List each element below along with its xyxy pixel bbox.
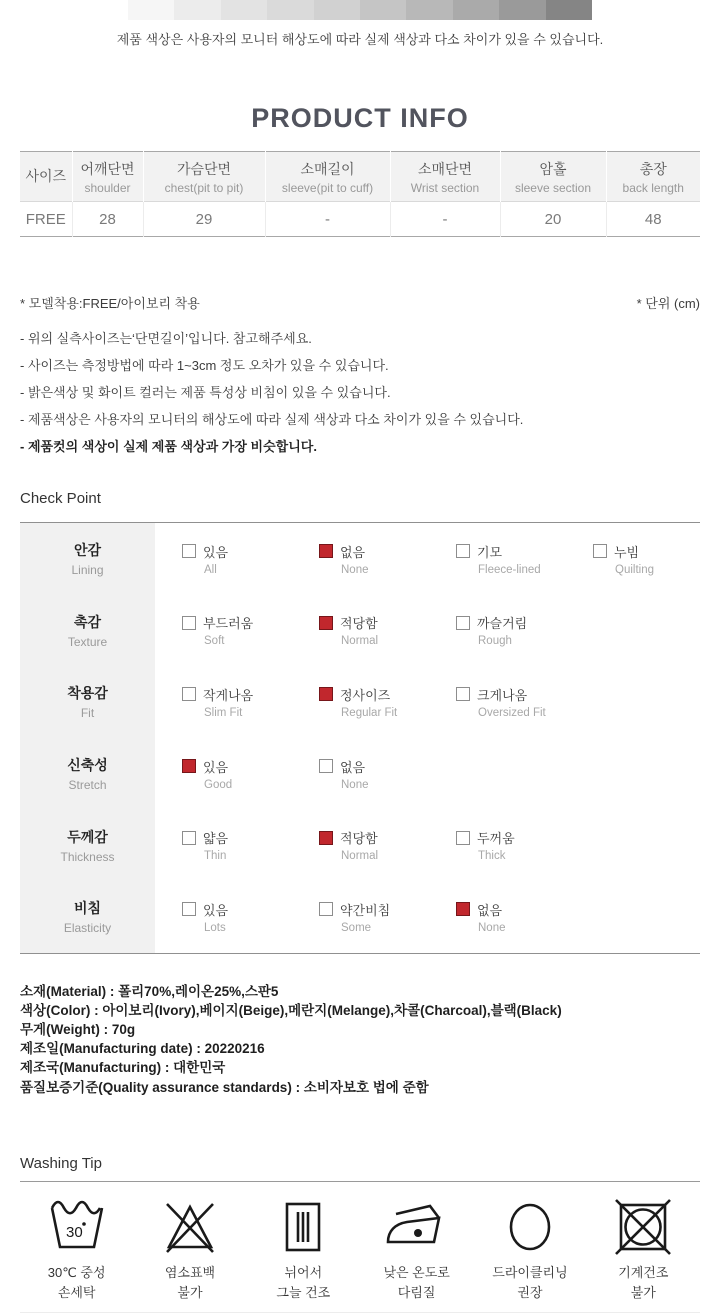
note-line: - 제품색상은 사용자의 모니터의 해상도에 따라 실제 색상과 다소 차이가 있을 수 있습니다.	[20, 412, 524, 427]
checkbox-icon	[182, 544, 196, 558]
row-label-ko: 착용감	[67, 685, 108, 702]
size-col-header	[72, 152, 143, 202]
color-swatch	[499, 0, 545, 20]
option	[456, 685, 593, 719]
color-swatch	[453, 0, 499, 20]
option	[182, 613, 319, 647]
note-line-bold: - 제품컷의 색상이 실제 제품 색상과 가장 비슷합니다.	[20, 439, 317, 454]
option	[593, 542, 720, 576]
row-label	[20, 595, 155, 667]
detail-quality-standard: 품질보증기준(Quality assurance standards) : 소비자보호 법에 준함	[20, 1079, 429, 1095]
checkbox-icon	[319, 616, 333, 630]
option-label-ko: 부드러움	[203, 616, 254, 632]
wash-label-line2: 불가	[630, 1284, 656, 1300]
product-info-title: PRODUCT INFO	[251, 103, 469, 133]
checkbox-icon	[456, 831, 470, 845]
size-col-header	[500, 152, 606, 202]
row-label-ko: 안감	[73, 542, 102, 559]
size-table-header-row	[20, 152, 700, 202]
option-label-ko: 기모	[477, 544, 503, 560]
detail-manufacturing-country: 제조국(Manufacturing) : 대한민국	[20, 1060, 226, 1076]
checkbox-icon	[456, 544, 470, 558]
color-swatch	[314, 0, 360, 20]
check-point-heading: Check Point	[20, 490, 101, 507]
size-notes	[20, 293, 700, 460]
checkbox-icon	[593, 544, 607, 558]
color-swatch	[221, 0, 267, 20]
wash-label-line2: 불가	[177, 1284, 203, 1300]
option	[456, 542, 593, 576]
row-label-ko: 두께감	[67, 828, 108, 845]
col-label-ko: 가슴단면	[176, 161, 232, 177]
wash-label-line2: 다림질	[397, 1284, 436, 1300]
option-label-en: Quilting	[615, 563, 654, 576]
checkbox-icon	[182, 831, 196, 845]
svg-text:30: 30	[65, 1223, 83, 1241]
color-swatch	[128, 0, 174, 20]
option-label-en: Slim Fit	[204, 706, 243, 719]
monitor-color-caption: 제품 색상은 사용자의 모니터 해상도에 따라 실제 색상과 다소 차이가 있을 수 있습니다.	[116, 32, 604, 47]
color-swatch	[267, 0, 313, 20]
wash-label-line1: 30℃ 중성	[47, 1264, 106, 1280]
col-label-ko: 사이즈	[25, 168, 67, 184]
row-label	[20, 809, 155, 881]
size-cell: -	[265, 202, 390, 237]
checkbox-icon	[456, 902, 470, 916]
option-label-ko: 있음	[203, 902, 229, 918]
option	[182, 828, 319, 862]
row-label	[20, 666, 155, 738]
color-swatch	[174, 0, 220, 20]
row-label-ko: 촉감	[73, 613, 102, 630]
option-label-ko: 있음	[203, 544, 229, 560]
check-point-row-stretch	[20, 738, 700, 810]
wash-item-iron-low	[360, 1195, 473, 1303]
option	[182, 757, 319, 791]
size-cell: -	[390, 202, 500, 237]
wash-label-line1: 드라이클리닝	[492, 1264, 568, 1280]
checkbox-icon	[456, 687, 470, 701]
check-point-row-texture	[20, 595, 700, 667]
col-label-en: sleeve(pit to cuff)	[281, 181, 374, 195]
size-cell: 29	[143, 202, 265, 237]
product-details	[20, 982, 700, 1097]
size-cell: 48	[606, 202, 700, 237]
option	[182, 542, 319, 576]
wash-label-line2: 그늘 건조	[276, 1284, 331, 1300]
row-label-en: Lining	[71, 563, 104, 578]
option	[319, 613, 456, 647]
option-label-ko: 있음	[203, 759, 229, 775]
wash-label-line1: 낮은 온도로	[383, 1264, 450, 1280]
color-swatch	[360, 0, 406, 20]
check-point-row-fit	[20, 666, 700, 738]
model-fit-note: * 모델착용:FREE/아이보리 착용	[20, 296, 200, 311]
option	[319, 685, 456, 719]
size-col-header	[390, 152, 500, 202]
col-label-en: sleeve section	[514, 181, 592, 195]
shade-dry-icon	[271, 1195, 335, 1259]
option-label-ko: 얇음	[203, 831, 229, 847]
option	[319, 542, 456, 576]
row-label-en: Fit	[80, 706, 95, 721]
option-label-en: Normal	[341, 850, 379, 863]
checkbox-icon	[182, 687, 196, 701]
size-cell: 20	[500, 202, 606, 237]
col-label-ko: 암홀	[539, 161, 567, 177]
checkbox-icon	[182, 902, 196, 916]
check-point-table	[20, 522, 700, 954]
row-label	[20, 523, 155, 595]
iron-low-icon	[385, 1195, 449, 1259]
option-label-en: Oversized Fit	[478, 706, 546, 719]
option	[456, 828, 593, 862]
checkbox-icon	[182, 759, 196, 773]
col-label-ko: 총장	[639, 161, 667, 177]
size-col-header	[20, 152, 72, 202]
option	[456, 900, 593, 934]
no-bleach-icon	[158, 1195, 222, 1259]
note-line: - 위의 실측사이즈는‘단면길이’입니다. 참고해주세요.	[20, 331, 312, 346]
option-label-en: Thin	[204, 850, 227, 863]
color-swatch	[406, 0, 452, 20]
detail-weight: 무게(Weight) : 70g	[20, 1021, 136, 1037]
option-label-ko: 없음	[340, 544, 366, 560]
row-label-en: Stretch	[68, 778, 107, 793]
row-label-ko: 신축성	[67, 757, 108, 774]
checkbox-icon	[456, 616, 470, 630]
option-label-en: Lots	[204, 921, 226, 934]
option-label-ko: 약간비침	[340, 902, 391, 918]
row-label-en: Thickness	[60, 849, 115, 864]
checkbox-icon	[182, 616, 196, 630]
checkbox-icon	[319, 902, 333, 916]
col-label-en: Wrist section	[410, 181, 480, 195]
check-point-row-lining	[20, 523, 700, 595]
dry-clean-icon	[498, 1195, 562, 1259]
checkbox-icon	[319, 687, 333, 701]
option-label-ko: 정사이즈	[340, 687, 391, 703]
wash-item-no-tumble-dry	[587, 1195, 700, 1303]
checkbox-icon	[319, 759, 333, 773]
size-col-header	[265, 152, 390, 202]
size-cell: 28	[72, 202, 143, 237]
option-label-ko: 없음	[477, 902, 503, 918]
size-col-header	[143, 152, 265, 202]
wash-label-line1: 기계건조	[618, 1264, 669, 1280]
option-label-ko: 적당함	[340, 616, 378, 632]
handwash-30-icon	[45, 1195, 109, 1259]
col-label-ko: 소매단면	[417, 161, 473, 177]
option-label-en: Normal	[341, 635, 379, 648]
size-col-header	[606, 152, 700, 202]
size-table	[20, 151, 700, 237]
check-point-row-sheerness	[20, 881, 700, 953]
row-label-en: Elasticity	[63, 921, 112, 936]
option	[319, 828, 456, 862]
size-cell: FREE	[20, 202, 72, 237]
washing-icons-row	[20, 1195, 700, 1303]
detail-material: 소재(Material) : 폴리70%,레이온25%,스판5	[20, 983, 279, 999]
row-label-en: Texture	[67, 634, 108, 649]
option-label-ko: 작게나옴	[203, 687, 254, 703]
option	[319, 900, 456, 934]
option-label-ko: 누빔	[614, 544, 640, 560]
wash-label-line1: 염소표백	[164, 1264, 216, 1280]
wash-item-dry-clean	[473, 1195, 586, 1303]
wash-label-line2: 손세탁	[57, 1284, 96, 1300]
washing-tip-heading: Washing Tip	[20, 1154, 102, 1172]
option-label-ko: 적당함	[340, 831, 378, 847]
option	[182, 685, 319, 719]
option-label-en: None	[478, 921, 506, 934]
option	[182, 900, 319, 934]
wash-item-handwash	[20, 1195, 133, 1303]
col-label-ko: 어깨단면	[80, 161, 135, 177]
option-label-ko: 크게나옴	[477, 687, 528, 703]
wash-item-shade-dry	[247, 1195, 360, 1303]
option	[319, 757, 456, 791]
no-tumble-dry-icon	[611, 1195, 675, 1259]
wash-label-line1: 뉘어서	[284, 1264, 323, 1280]
detail-manufacturing-date: 제조일(Manufacturing date) : 20220216	[20, 1041, 265, 1057]
color-swatch	[546, 0, 592, 20]
detail-color: 색상(Color) : 아이보리(Ivory),베이지(Beige),메란지(Melange),차콜(Charcoal),블랙(Black)	[20, 1002, 562, 1018]
option-label-en: Regular Fit	[341, 706, 398, 719]
option-label-en: None	[341, 778, 369, 791]
note-line: - 사이즈는 측정방법에 따라 1~3cm 정도 오차가 있을 수 있습니다.	[20, 358, 389, 373]
col-label-ko: 소매길이	[300, 161, 355, 177]
checkbox-icon	[319, 831, 333, 845]
option	[456, 613, 593, 647]
row-label	[20, 738, 155, 810]
wash-item-no-bleach	[133, 1195, 246, 1303]
option-label-en: All	[204, 563, 217, 576]
row-label-ko: 비침	[73, 900, 102, 917]
unit-note: * 단위 (cm)	[636, 296, 700, 311]
wash-label-line2: 권장	[517, 1284, 543, 1300]
option-label-en: Rough	[478, 635, 512, 648]
col-label-en: shoulder	[84, 181, 131, 195]
option-label-en: Thick	[478, 850, 506, 863]
color-swatch-strip	[128, 0, 592, 20]
option-label-ko: 없음	[340, 759, 366, 775]
note-line: - 밝은색상 및 화이트 컬러는 제품 특성상 비침이 있을 수 있습니다.	[20, 385, 391, 400]
col-label-en: chest(pit to pit)	[164, 181, 244, 195]
checkbox-icon	[319, 544, 333, 558]
option-label-en: Good	[204, 778, 233, 791]
washing-tip-divider	[20, 1181, 700, 1182]
col-label-en: back length	[622, 181, 684, 195]
size-table-data-row	[20, 202, 700, 237]
check-point-row-thickness	[20, 809, 700, 881]
option-label-en: Soft	[204, 635, 225, 648]
row-label	[20, 881, 155, 953]
option-label-ko: 두꺼움	[477, 831, 515, 847]
option-label-ko: 까슬거림	[477, 616, 528, 632]
option-label-en: None	[341, 563, 369, 576]
option-label-en: Some	[341, 921, 372, 934]
option-label-en: Fleece-lined	[478, 563, 541, 576]
